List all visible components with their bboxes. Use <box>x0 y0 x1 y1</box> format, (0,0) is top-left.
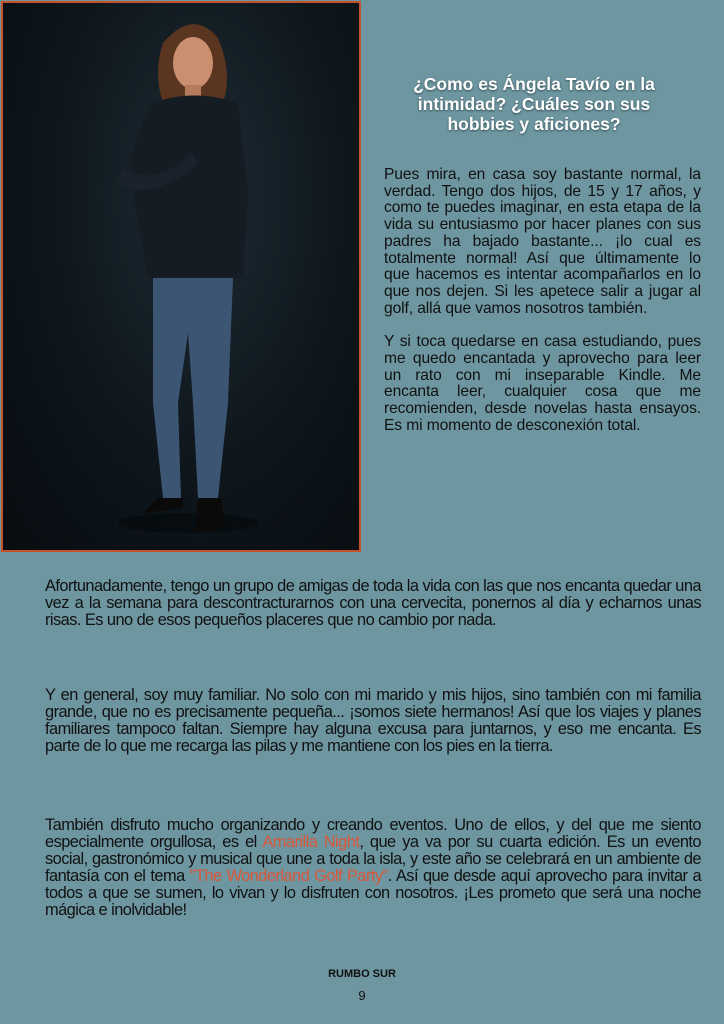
event-name-highlight: Amarilla Night <box>262 833 360 851</box>
paragraph: Pues mira, en casa soy bastante normal, la verdad. Tengo dos hijos, de 15 y 17 años, y como te puedes imaginar, en esta etapa de la vida su entusiasmo por hacer planes con sus padres ha bajado bastante... ¡lo cual es totalmente normal! Así que últimamente lo que hacemos es intentar acompañarlos en lo que nos dejen. Si les apetece salir a jugar al golf, allá que vamos nosotros también. <box>384 166 701 317</box>
page-number: 9 <box>358 988 366 1003</box>
portrait-photo <box>1 1 361 552</box>
event-theme-highlight: "The Wonderland Golf Party" <box>189 867 388 885</box>
right-column-text <box>384 167 701 435</box>
paragraph-friends: Afortunadamente, tengo un grupo de amigas de toda la vida con las que nos encanta quedar una vez a la semana para descontracturarnos con una cervecita, ponernos al día y echarnos unas risas. Es uno de esos pequeños placeres que no cambio por nada. <box>45 577 701 629</box>
paragraph-family: Y en general, soy muy familiar. No solo con mi marido y mis hijos, sino también con mi familia grande, que no es precisamente pequeña... ¡somos siete hermanos! Así que los viajes y planes familiares tampoco faltan. Siempre hay alguna excusa para juntarnos, y eso me encanta. Es parte de lo que me recarga las pilas y me mantiene con los pies en la tierra. <box>45 686 701 755</box>
text: , que ya va por su cuarta edición. Es un evento social, gastronómico y musical que une a toda la isla, y este año se celebrará en un ambiente de fantasía con el tema <box>45 833 701 885</box>
text: También disfruto mucho organizando y creando eventos. Uno de ellos, y del que me siento especialmente orgullosa, es el <box>45 816 701 851</box>
section-heading: ¿Como es Ángela Tavío en la intimidad? ¿Cuáles son sus hobbies y aficiones? <box>413 74 655 134</box>
paragraph: Y si toca quedarse en casa estudiando, pues me quedo encantada y aprovecho para leer un rato con mi inseparable Kindle. Me encanta leer, cualquier cosa que me recomienden, desde novelas hasta ensayos. Es mi momento de desconexión total. <box>384 333 701 434</box>
text: . Así que desde aquí aprovecho para invitar a todos a que se sumen, lo vivan y lo disfruten con nosotros. ¡Les prometo que será una noche mágica e inolvidable! <box>45 867 702 919</box>
magazine-name: RUMBO SUR <box>328 968 396 980</box>
woman-portrait-illustration <box>3 3 359 550</box>
paragraph-events <box>45 817 701 919</box>
